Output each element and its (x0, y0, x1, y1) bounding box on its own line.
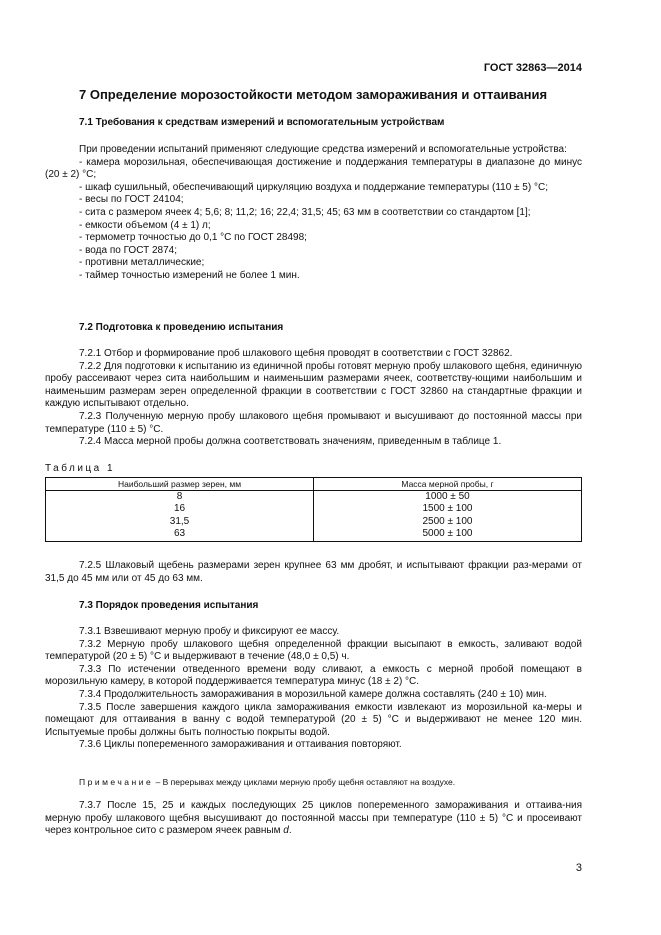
table-1 (45, 477, 582, 542)
note-paragraph (45, 776, 582, 789)
paragraph: 7.3.5 После завершения каждого цикла замораживания емкости извлекают из морозильной ка-меры и помещают для оттаивания в ванну с водой температурой (20 ± 5) °С и выдерживают не менее 120 мин. Испытуемые пробы должны быть полностью покрыты водой. (45, 701, 582, 738)
section-title: 7 Определение морозостойкости методом замораживания и оттаивания (79, 87, 548, 102)
table-cell: 1000 ± 50 (314, 491, 582, 504)
table-row (46, 516, 582, 528)
note-text: – В перерывах между циклами мерную пробу щебня оставляют на воздухе. (153, 777, 456, 787)
table-cell: 31,5 (46, 516, 314, 528)
subsection-7-3-body (45, 626, 582, 752)
table-row (46, 491, 582, 504)
paragraph: 7.2.3 Полученную мерную пробу шлакового щебня промывают и высушивают до постоянной массы при температуре (110 ± 5) °С. (45, 410, 582, 435)
list-item: - противни металлические; (79, 257, 205, 269)
note (45, 776, 582, 789)
list-item: - вода по ГОСТ 2874; (79, 244, 178, 256)
table-row (46, 503, 582, 515)
list-item: - камера морозильная, обеспечивающая достижение и поддержания температуры в диапазоне до минус (20 ± 2) °С; (45, 156, 582, 181)
paragraph: 7.3.6 Циклы попеременного замораживания и оттаивания повторяют. (79, 739, 402, 751)
table-cell: 63 (46, 528, 314, 541)
table-cell: 8 (46, 491, 314, 504)
paragraph-7-2-5 (45, 560, 582, 585)
paragraph (45, 800, 582, 838)
paragraph: 7.3.4 Продолжительность замораживания в морозильной камере должна составлять (240 ± 10) мин. (79, 688, 547, 700)
table-header-row (46, 478, 582, 491)
list-item: - емкости объемом (4 ± 1) л; (79, 219, 211, 231)
paragraph: 7.3.1 Взвешивают мерную пробу и фиксируют ее массу. (79, 626, 340, 637)
subsection-7-2-title: 7.2 Подготовка к проведению испытания (79, 322, 284, 333)
table-caption: Таблица 1 (45, 463, 116, 474)
standard-number: ГОСТ 32863—2014 (483, 62, 582, 74)
table-cell: 5000 ± 100 (314, 528, 582, 541)
subsection-7-2-body (45, 348, 582, 449)
page-number: 3 (575, 862, 582, 874)
paragraph: 7.3.2 Мерную пробу шлакового щебня определенной фракции высыпают в емкость, заливают водой температурой (20 ± 5) °С и выдерживают в течение (48,0 ± 0,5) ч. (45, 638, 582, 663)
subsection-7-1-body (45, 144, 582, 283)
subsection-7-3-title: 7.3 Порядок проведения испытания (79, 600, 259, 611)
list-item: - шкаф сушильный, обеспечивающий циркуляцию воздуха и поддержание температуры (110 ± 5) °С; (79, 181, 548, 193)
list-item: - сита с размером ячеек 4; 5,6; 8; 11,2; 16; 22,4; 31,5; 45; 63 мм в соответствии со стандартом [1]; (79, 206, 531, 218)
paragraph: 7.2.4 Масса мерной пробы должна соответствовать значениям, приведенным в таблице 1. (79, 436, 502, 448)
paragraph-end: . (288, 825, 292, 837)
table-cell: 16 (46, 503, 314, 515)
table-cell: 1500 ± 100 (314, 503, 582, 515)
paragraph: 7.2.2 Для подготовки к испытанию из единичной пробы готовят мерную пробу шлакового щебня, единичную пробу рассеивают через сита наибольшим и наименьшим размерами ячеек, соответству-ющими наибольшим и наименьшим размерам зерен определенной фракции в соответствии с ГОСТ 32860 на стандартные фракции и каждую испытывают отдельно. (45, 360, 583, 410)
table-cell: 2500 ± 100 (314, 516, 582, 528)
paragraph: 7.2.1 Отбор и формирование проб шлакового щебня проводят в соответствии с ГОСТ 32862. (79, 348, 513, 359)
table-row (46, 528, 582, 541)
list-item: - термометр точностью до 0,1 °С по ГОСТ 28498; (79, 232, 307, 244)
paragraph: 7.2.5 Шлаковый щебень размерами зерен крупнее 63 мм дробят, и испытывают фракции раз-мерами от 31,5 до 45 мм или от 45 до 63 мм. (45, 560, 582, 584)
list-item: - весы по ГОСТ 24104; (79, 194, 184, 206)
list-item: - таймер точностью измерений не более 1 мин. (79, 269, 300, 281)
paragraph: При проведении испытаний применяют следующие средства измерений и вспомогательные устройства: (79, 144, 567, 155)
variable-d: d (283, 825, 289, 837)
paragraph-7-3-7 (45, 800, 582, 838)
note-label: Примечание (79, 777, 154, 787)
paragraph: 7.3.3 По истечении отведенного времени воду сливают, а емкость с мерной пробой помещают в морозильную камеру, в которой поддерживается температура минус (18 ± 2) °С. (45, 663, 582, 688)
subsection-7-1-title: 7.1 Требования к средствам измерений и вспомогательным устройствам (79, 117, 445, 128)
paragraph-text: 7.3.7 После 15, 25 и каждых последующих 25 циклов попеременного замораживания и оттаива-ния мерную пробу шлакового щебня высушивают до постоянной массы при температуре (110 ± 5) °С и просеивают через контрольное сито с размером ячеек равным (45, 800, 582, 837)
table-header-cell: Наибольший размер зерен, мм (46, 478, 314, 491)
table-header-cell: Масса мерной пробы, г (314, 478, 582, 491)
